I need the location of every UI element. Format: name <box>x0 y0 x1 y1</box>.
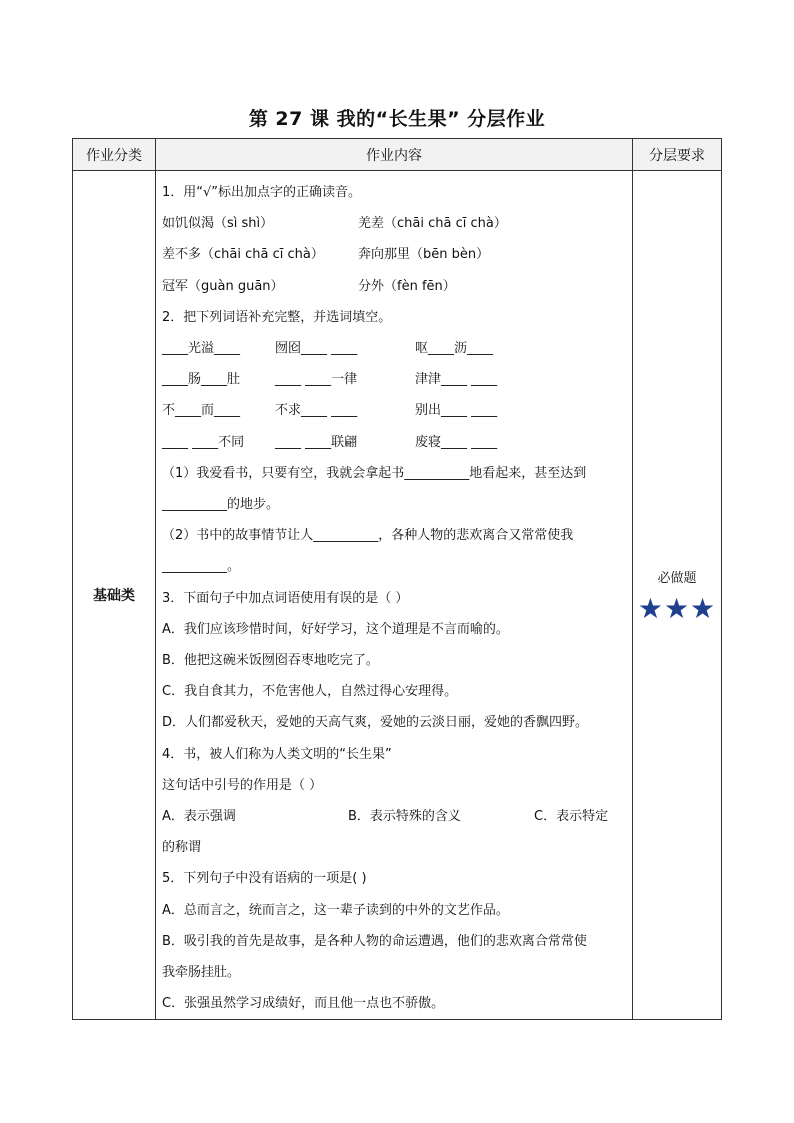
q2-word-row <box>162 427 626 458</box>
q1-row-1 <box>162 208 626 239</box>
q2-sentence-2a: （2）书中的故事情节让人__________，各种人物的悲欢离合又常常使我 <box>162 528 574 544</box>
q1-stem: 1．用“√”标出加点字的正确读音。 <box>162 185 362 200</box>
q4-option-cont: 的称谓 <box>162 840 202 856</box>
q2-sentence-2b: __________。 <box>162 559 241 575</box>
q5-stem: 5．下列句子中没有语病的一项是( ) <box>162 871 367 887</box>
q3-option-a: A．我们应该珍惜时间，好好学习，这个道理是不言而喻的。 <box>162 621 509 637</box>
q4-stem: 4．书，被人们称为人类文明的“长生果” <box>162 746 392 762</box>
q1-item: 冠军（guàn guān） <box>162 278 284 294</box>
header-content: 作业内容 <box>156 139 633 171</box>
q1-item: 分外（fèn fēn） <box>358 278 456 294</box>
q5-option-a: A．总而言之，统而言之，这一辈子读到的中外的文艺作品。 <box>162 902 509 918</box>
q3-option-b: B．他把这碗米饭囫囵吞枣地吃完了。 <box>162 653 379 669</box>
q1-item: 差不多（chāi chā cī chà） <box>162 247 324 263</box>
q5-option-b1: B．吸引我的首先是故事，是各种人物的命运遭遇，他们的悲欢离合常常使 <box>162 933 587 949</box>
q2-word-row <box>162 364 626 395</box>
q2-sentence-1b: __________的地步。 <box>162 497 280 513</box>
q2-word: ____ ____一律 <box>275 372 358 388</box>
q2-word-row <box>162 333 626 364</box>
page-title: 第 27 课 我的“长生果” 分层作业 <box>248 108 546 130</box>
q2-word: 津津____ ____ <box>415 372 498 388</box>
q2-word: 不求____ ____ <box>275 403 358 419</box>
q2-word: 别出____ ____ <box>415 403 498 419</box>
q1-row-2 <box>162 239 626 270</box>
q2-word-row <box>162 395 626 426</box>
q1-row-3 <box>162 271 626 302</box>
q4-option-c: C．表示特定 <box>534 809 609 825</box>
q2-word: ____ ____联翩 <box>275 434 358 450</box>
requirement-cell <box>633 171 722 1020</box>
q5-option-c: C．张强虽然学习成绩好，而且他一点也不骄傲。 <box>162 996 445 1012</box>
q4-options <box>162 801 626 832</box>
q1-item: 奔向那里（bēn bèn） <box>358 247 490 263</box>
category-cell: 基础类 <box>73 171 156 1020</box>
header-requirement: 分层要求 <box>633 139 722 171</box>
q5-option-b2: 我牵肠挂肚。 <box>162 965 241 981</box>
q3-option-c: C．我自食其力，不危害他人，自然过得心安理得。 <box>162 684 458 700</box>
content-row <box>73 171 722 1020</box>
q4-option-a: A．表示强调 <box>162 809 236 825</box>
q2-word: ____肠____肚 <box>162 372 241 388</box>
q4-sub: 这句话中引号的作用是（ ） <box>162 777 323 793</box>
q3-stem: 3．下面句子中加点词语使用有误的是（ ） <box>162 590 409 606</box>
q2-word: 呕____沥____ <box>415 341 494 357</box>
q2-word: ____ ____不同 <box>162 434 245 450</box>
q2-word: 废寝____ ____ <box>415 434 498 450</box>
header-row <box>73 139 722 171</box>
homework-table <box>72 138 722 1020</box>
header-category: 作业分类 <box>73 139 156 171</box>
q1-item: 羌差（chāi chā cī chà） <box>358 216 507 232</box>
q1-item: 如饥似渴（sì shì） <box>162 216 274 232</box>
star-rating-icon: ★★★ <box>637 591 717 625</box>
q2-sentence-1a: （1）我爱看书，只要有空，我就会拿起书__________地看起来，甚至达到 <box>162 465 587 481</box>
q3-option-d: D．人们都爱秋天，爱她的天高气爽，爱她的云淡日丽，爱她的香飘四野。 <box>162 715 589 731</box>
content-cell <box>156 171 633 1020</box>
q2-word: ____光溢____ <box>162 341 241 357</box>
q2-stem: 2．把下列词语补充完整，并选词填空。 <box>162 309 392 325</box>
requirement-label: 必做题 <box>657 570 697 586</box>
q2-word: 不____而____ <box>162 403 241 419</box>
q2-word: 囫囵____ ____ <box>275 341 358 357</box>
q4-option-b: B．表示特殊的含义 <box>348 809 461 825</box>
